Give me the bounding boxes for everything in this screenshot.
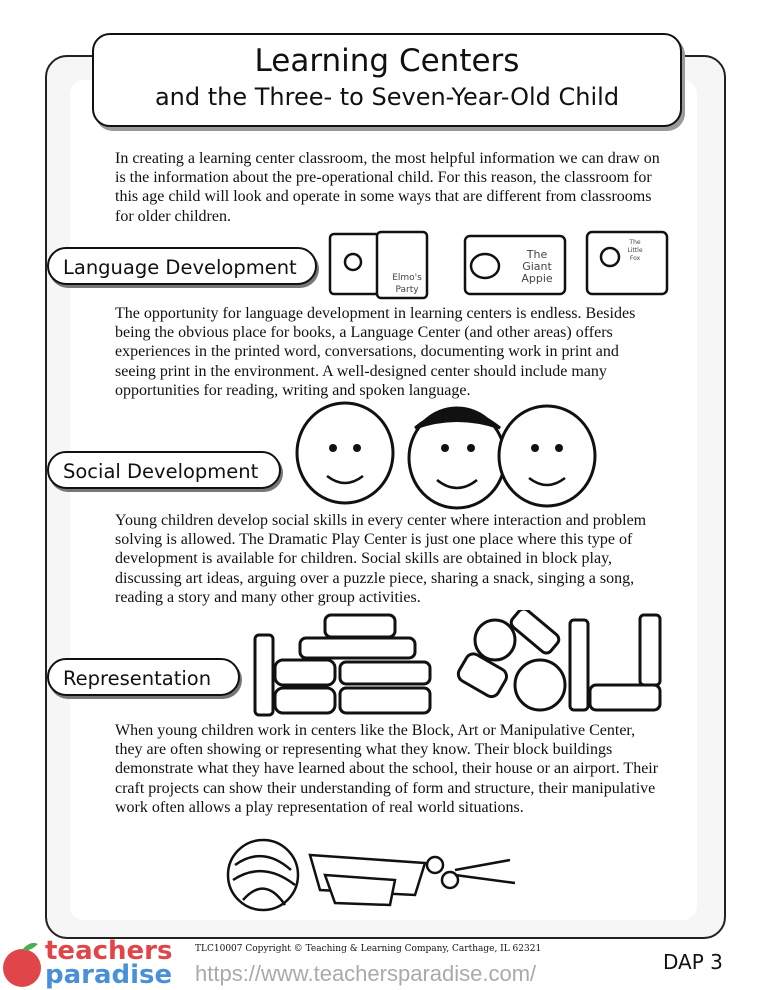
- book-title: Elmo's: [392, 273, 422, 283]
- representation-paragraph: When young children work in centers like the Block, Art or Manipulative Center, they are often showing or representing what they know. Their block buildings demonstrate what they have learned about the school, their house or an airport. Their craft projects can show their understanding of form and structure, their manipulative work often allows a play representation of real world situations.: [115, 722, 659, 816]
- teachers-paradise-logo: [0, 938, 190, 990]
- book-title: Appie: [521, 272, 553, 285]
- watermark-url[interactable]: https://www.teachersparadise.com/: [195, 961, 537, 986]
- heading-language-development: Language Development: [47, 247, 317, 285]
- book-title: Little: [627, 247, 643, 254]
- logo-text-paradise: paradise: [45, 960, 173, 990]
- intro-paragraph: In creating a learning center classroom, the most helpful information we can draw on is the information about the pre-operational child. For this reason, the classroom for this age child will look and operate in some ways that are different from classrooms for older children.: [115, 150, 660, 225]
- logo-text-teachers: teachers: [45, 936, 173, 966]
- copyright-notice: TLC10007 Copyright © Teaching & Learning Company, Carthage, IL 62321: [195, 944, 542, 954]
- children-faces-illustration: [285, 398, 615, 510]
- page-number: DAP 3: [663, 950, 723, 974]
- heading-social-development: Social Development: [47, 451, 281, 489]
- blocks-illustration: [250, 610, 668, 718]
- book-title: Party: [395, 285, 419, 295]
- language-paragraph: The opportunity for language development in learning centers is endless. Besides being the obvious place for books, a Language Center (and other areas) offers experiences in the printed word, conversations, documenting work in print and seeing print in the environment. A well-designed center should include many opportunities for reading, writing and spoken language.: [115, 305, 636, 399]
- yarn-and-scissors-illustration: [225, 835, 525, 915]
- social-paragraph: Young children develop social skills in every center where interaction and problem solving is allowed. The Dramatic Play Center is just one place where this type of development is available for children. Social skills are obtained in block play, discussing art ideas, arguing over a puzzle piece, sharing a snack, singing a song, reading a story and many other group activities.: [115, 512, 647, 606]
- page-subtitle: and the Three- to Seven-Year-Old Child: [154, 83, 620, 111]
- apple-icon: [0, 938, 45, 988]
- book-title: Fox: [629, 255, 641, 262]
- book-title: The: [629, 239, 641, 246]
- book-title: Giant: [522, 260, 552, 273]
- title-box: [92, 33, 682, 127]
- page-title: Learning Centers: [254, 43, 520, 79]
- books-illustration: [325, 222, 680, 300]
- book-title: The: [526, 248, 548, 261]
- heading-representation: Representation: [47, 658, 240, 696]
